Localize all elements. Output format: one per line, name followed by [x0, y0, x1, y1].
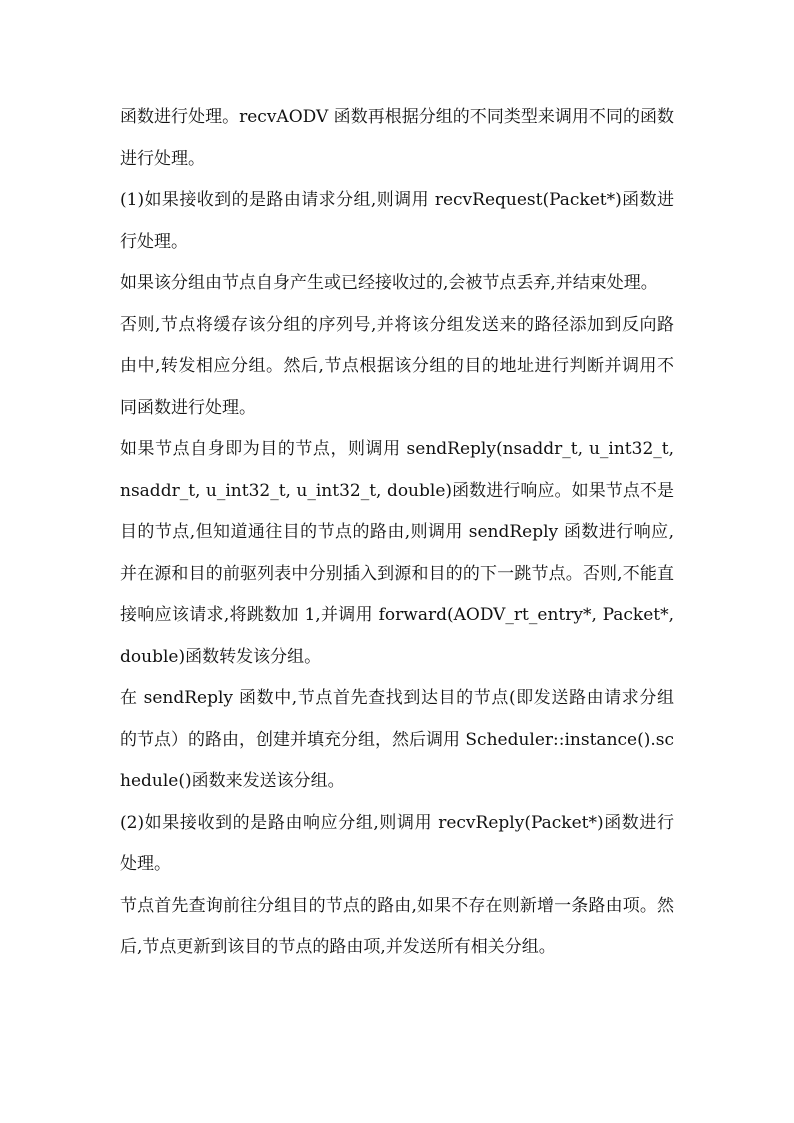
paragraph-reverse-route: 否则,节点将缓存该分组的序列号,并将该分组发送来的路径添加到反向路由中,转发相应分组。然后,节点根据该分组的目的地址进行判断并调用不同函数进行处理。 — [120, 314, 674, 418]
paragraph-send-reply-conditions: 如果节点自身即为目的节点，则调用 sendReply(nsaddr_t, u_int32_t, nsaddr_t, u_int32_t, u_int32_t, double)函数进行响应。如果节点不是目的节点,但知道通往目的节点的路由,则调用 sendReply 函数进行响应,并在源和目的前驱列表中分别插入到源和目的的下一跳节点。否则,不能直接响应该请求,将跳数加 1,并调用 forward(AODV_rt_entry*, Packet*, double)函数转发该分组。 — [120, 439, 674, 667]
paragraph-route-reply: (2)如果接收到的是路由响应分组,则调用 recvReply(Packet*)函数进行处理。 — [120, 812, 674, 874]
paragraph-route-request: (1)如果接收到的是路由请求分组,则调用 recvRequest(Packet*)函数进行处理。 — [120, 190, 674, 252]
paragraph-send-reply-function: 在 sendReply 函数中,节点首先查找到达目的节点(即发送路由请求分组的节点）的路由，创建并填充分组，然后调用 Scheduler::instance().schedule()函数来发送该分组。 — [120, 688, 675, 791]
document-body — [120, 97, 674, 969]
paragraph-discard-condition: 如果该分组由节点自身产生或已经接收过的,会被节点丢弃,并结束处理。 — [120, 273, 658, 293]
paragraph-route-update: 节点首先查询前往分组目的节点的路由,如果不存在则新增一条路由项。然后,节点更新到该目的节点的路由项,并发送所有相关分组。 — [120, 895, 674, 957]
paragraph-recvaodv-dispatch: 函数进行处理。recvAODV 函数再根据分组的不同类型来调用不同的函数进行处理。 — [120, 107, 674, 169]
